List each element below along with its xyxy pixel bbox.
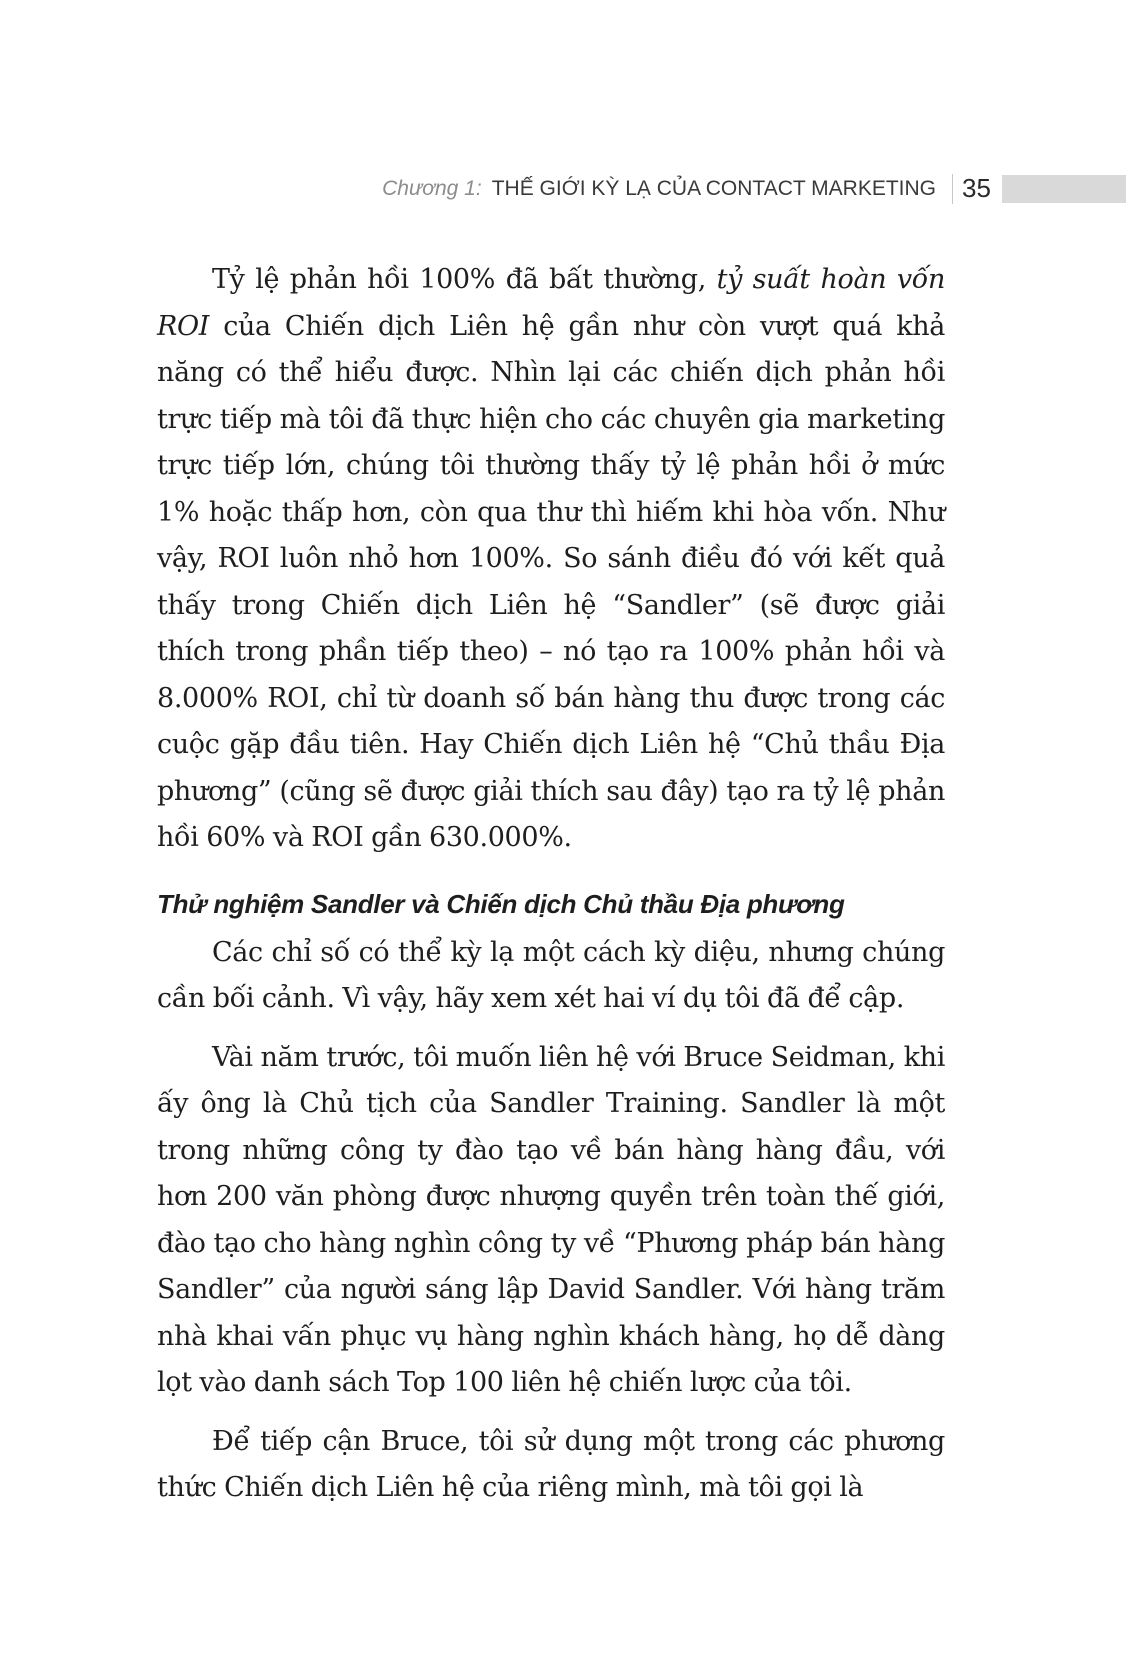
paragraph-roi-intro: Tỷ lệ phản hồi 100% đã bất thường, <box>212 264 717 295</box>
body-text <box>157 257 945 1512</box>
paragraph-roi <box>157 257 945 862</box>
header-tab-bar <box>1002 175 1126 203</box>
running-header <box>0 172 1126 206</box>
page-number: 35 <box>962 173 991 203</box>
section-heading: Thử nghiệm Sandler và Chiến dịch Chủ thầu Địa phương <box>157 888 845 919</box>
paragraph-sandler: Vài năm trước, tôi muốn liên hệ với Bruce Seidman, khi ấy ông là Chủ tịch của Sandler Training. Sandler là một trong những công ty đào tạo về bán hàng hàng đầu, với hơn 200 văn phòng được nhượng quyền trên toàn thế giới, đào tạo cho hàng nghìn công ty về “Phương pháp bán hàng Sandler” của người sáng lập David Sandler. Với hàng trăm nhà khai vấn phục vụ hàng nghìn khách hàng, họ dễ dàng lọt vào danh sách Top 100 liên hệ chiến lược của tôi. <box>157 1041 945 1398</box>
header-text <box>382 176 936 202</box>
chapter-label: Chương 1: <box>382 177 482 200</box>
header-divider <box>952 174 953 204</box>
paragraph-approach: Để tiếp cận Bruce, tôi sử dụng một trong các phương thức Chiến dịch Liên hệ của riêng mình, mà tôi gọi là <box>157 1425 945 1503</box>
paragraph-roi-emphasis: tỷ suất hoàn vốn ROI <box>157 264 945 342</box>
paragraph-roi-rest: của Chiến dịch Liên hệ gần như còn vượt quá khả năng có thể hiểu được. Nhìn lại các chiến dịch phản hồi trực tiếp mà tôi đã thực hiện cho các chuyên gia marketing trực tiếp lớn, chúng tôi thường thấy tỷ lệ phản hồi ở mức 1% hoặc thấp hơn, còn qua thư thì hiếm khi hòa vốn. Như vậy, ROI luôn nhỏ hơn 100%. So sánh điều đó với kết quả thấy trong Chiến dịch Liên hệ “Sandler” (sẽ được giải thích trong phần tiếp theo) – nó tạo ra 100% phản hồi và 8.000% ROI, chỉ từ doanh số bán hàng thu được trong các cuộc gặp đầu tiên. Hay Chiến dịch Liên hệ “Chủ thầu Địa phương” (cũng sẽ được giải thích sau đây) tạo ra tỷ lệ phản hồi 60% và ROI gần 630.000%. <box>157 310 945 853</box>
chapter-title: THẾ GIỚI KỲ LẠ CỦA CONTACT MARKETING <box>491 177 936 200</box>
paragraph-context: Các chỉ số có thể kỳ lạ một cách kỳ diệu, nhưng chúng cần bối cảnh. Vì vậy, hãy xem xét hai ví dụ tôi đã để cập. <box>157 936 945 1014</box>
